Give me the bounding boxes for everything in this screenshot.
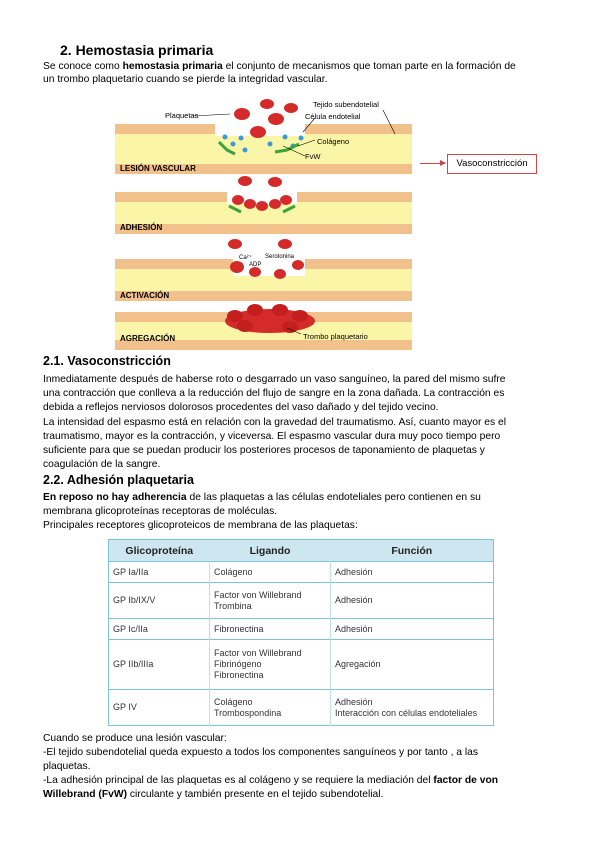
s22-text: de las plaquetas a las células endoteliales pero contienen en su — [186, 492, 481, 503]
cell-gp: GP IV — [109, 690, 210, 726]
vasoconstriccion-box: Vasoconstricción — [447, 154, 537, 174]
label-serotonina: Serotonina — [265, 254, 295, 260]
label-tejido: Tejido subendotelial — [313, 100, 379, 109]
stage-label: ADHESIÓN — [120, 223, 163, 232]
ligando-item: Trombina — [214, 600, 252, 611]
ligando-item: Fibronectina — [214, 623, 264, 634]
s21-line: debida a reflejos nerviosos dolorosos procedentes del vaso dañado y del tejido vecino. — [43, 402, 439, 413]
table-header-row — [109, 540, 494, 562]
s22-line-1 — [43, 491, 563, 504]
s22-line-2: membrana glicoproteínas receptoras de moléculas. — [43, 506, 278, 517]
ligando-item: Fibronectina — [214, 670, 264, 680]
funcion-item: Adhesión — [335, 566, 373, 577]
label-colageno: Colágeno — [317, 137, 350, 146]
subsection-title-2-1: 2.1. Vasoconstricción — [43, 354, 171, 368]
label-ca: Ca²⁺ — [239, 255, 252, 261]
s21-line: Inmediatamente después de haberse roto o desgarrado un vaso sanguíneo, la pared del mismo sufre — [43, 374, 506, 385]
s21-line: coagulación de la sangre. — [43, 459, 161, 470]
after-line-1: Cuando se produce una lesión vascular: — [43, 733, 227, 744]
ligando-item: Colágeno — [214, 566, 253, 577]
glycoprotein-table — [108, 539, 494, 726]
cell-ligando — [210, 619, 331, 640]
table-row — [109, 583, 494, 619]
intro-line-1 — [43, 60, 563, 73]
cell-ligando — [210, 562, 331, 583]
section-title: 2. Hemostasia primaria — [60, 42, 214, 58]
cell-gp: GP Ic/IIa — [109, 619, 210, 640]
funcion-item: Adhesión — [335, 595, 373, 605]
label-celula: Célula endotelial — [305, 112, 361, 121]
ligando-item: Factor von Willebrand — [214, 589, 302, 600]
cell-funcion — [331, 640, 494, 690]
arrow-head — [440, 160, 446, 166]
ligando-item: Trombospondina — [214, 707, 282, 718]
intro-text: el conjunto de mecanismos que toman parte en la formación de — [222, 61, 516, 72]
cell-funcion — [331, 583, 494, 619]
subsection-title-2-2: 2.2. Adhesión plaquetaria — [43, 473, 194, 487]
hemostasis-diagram — [115, 94, 412, 350]
header-funcion: Función — [331, 540, 494, 562]
s22-line-3: Principales receptores glicoproteicos de membrana de las plaquetas: — [43, 520, 358, 531]
ligando-item: Factor von Willebrand — [214, 648, 302, 658]
label-plaquetas: Plaquetas — [165, 111, 199, 120]
cell-ligando — [210, 640, 331, 690]
after-bold: Willebrand (FvW) — [43, 789, 127, 800]
stage-label: ACTIVACIÓN — [120, 291, 170, 300]
table-row — [109, 562, 494, 583]
cell-funcion — [331, 690, 494, 726]
after-text: -La adhesión principal de las plaquetas es al colágeno y se requiere la mediación del — [43, 775, 434, 786]
after-line-3: plaquetas. — [43, 761, 91, 772]
header-ligando: Ligando — [210, 540, 331, 562]
s22-bold: En reposo no hay adherencia — [43, 492, 187, 503]
header-glicoproteina: Glicoproteína — [109, 540, 210, 562]
cell-funcion — [331, 562, 494, 583]
stage-label: AGREGACIÓN — [120, 334, 176, 343]
after-line-5 — [43, 788, 563, 801]
label-fvw: FvW — [305, 152, 321, 161]
label-adp: ADP — [249, 262, 262, 268]
cell-funcion — [331, 619, 494, 640]
funcion-item: Adhesión — [335, 623, 373, 634]
s21-line: La intensidad del espasmo está en relación con la gravedad del traumatismo. Así, cuanto mayor es el — [43, 417, 507, 428]
table-row — [109, 690, 494, 726]
ligando-item: Colágeno — [214, 696, 253, 707]
cell-gp: GP Ib/IX/V — [109, 583, 210, 619]
s21-line: una contracción que conlleva a la reducción del flujo de sangre en la zona dañada. La contracción es — [43, 388, 505, 399]
after-bold: factor de von — [433, 775, 499, 786]
cell-gp: GP IIb/IIIa — [109, 640, 210, 690]
intro-text: Se conoce como — [43, 61, 123, 72]
after-line-2: -El tejido subendotelial queda expuesto a todos los componentes sanguíneos y por tanto , a las — [43, 747, 479, 758]
ligando-item: Fibrinógeno — [214, 659, 262, 669]
s21-line: traumatismo, mayor es la contracción, y viceversa. El espasmo vascular dura muy poco tiempo pero — [43, 431, 501, 442]
funcion-item: Interacción con células endoteliales — [335, 707, 478, 718]
cell-ligando — [210, 583, 331, 619]
after-line-4 — [43, 774, 563, 787]
label-trombo: Trombo plaquetario — [303, 332, 368, 341]
s21-line: suficiente para que se puedan producir los posteriores procesos de taponamiento de plaquetas y — [43, 445, 485, 456]
cell-ligando — [210, 690, 331, 726]
after-text: circulante y también presente en el tejido subendotelial. — [127, 789, 384, 800]
cell-gp: GP Ia/IIa — [109, 562, 210, 583]
table-row — [109, 640, 494, 690]
intro-line-2: un trombo plaquetario cuando se pierde la integridad vascular. — [43, 74, 328, 85]
funcion-item: Adhesión — [335, 696, 373, 707]
table-row — [109, 619, 494, 640]
funcion-item: Agregación — [335, 659, 381, 669]
intro-bold: hemostasia primaria — [122, 61, 223, 72]
stage-label: LESIÓN VASCULAR — [120, 164, 196, 173]
